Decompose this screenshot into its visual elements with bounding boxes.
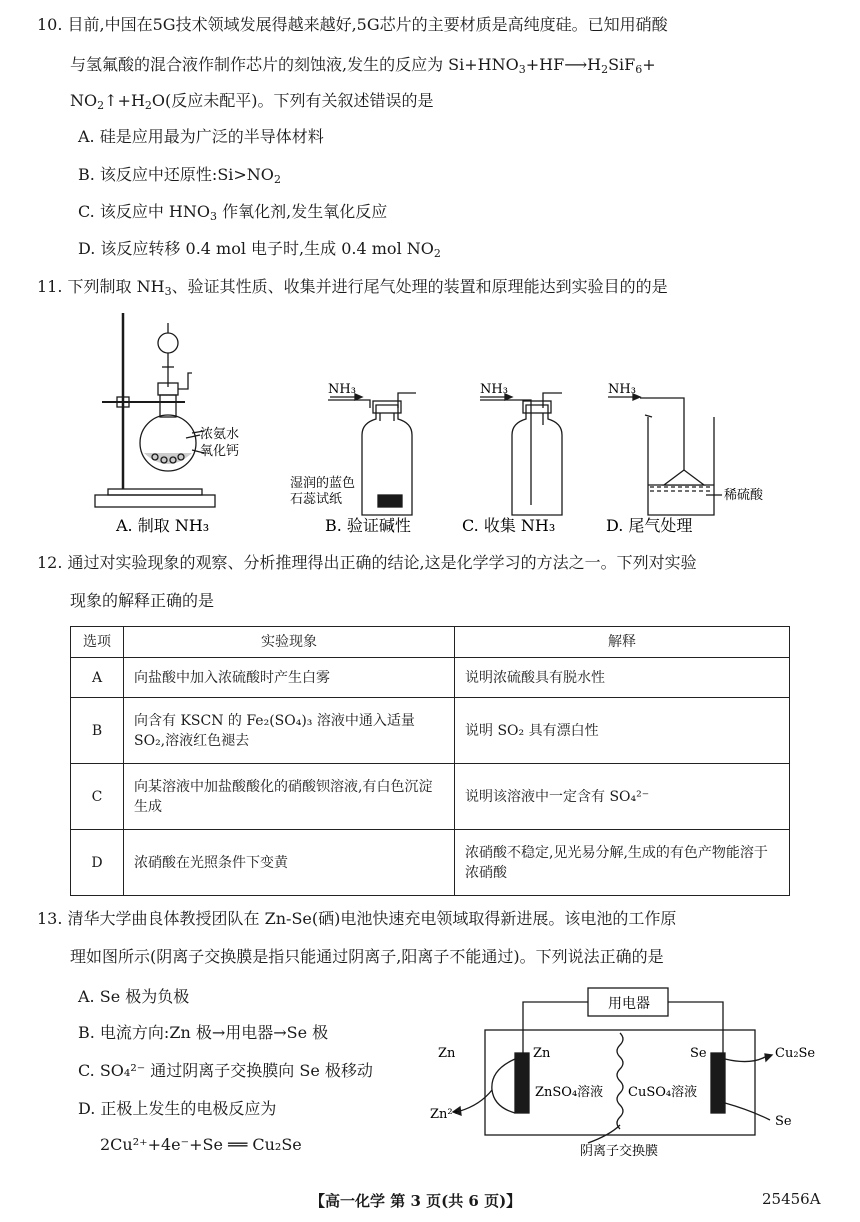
row-option: C (71, 764, 124, 830)
se-inner-label: Se (690, 1046, 707, 1061)
zn-electrode (515, 1053, 529, 1113)
q10-option-b: B. 该反应中还原性$:Si>NO_2$ (78, 165, 281, 186)
table-row (71, 698, 790, 764)
zn-inner-label: Zn (533, 1046, 551, 1061)
caption-a: A. 制取 NH₃ (116, 516, 210, 535)
q13-option-c: C. SO₄²⁻ 通过阴离子交换膜向 Se 极移动 (78, 1061, 373, 1080)
beaker (648, 417, 714, 515)
label-dilute-sulfuric: 稀硫酸 (724, 488, 764, 503)
row-phenomenon: 向某溶液中加盐酸酸化的硝酸钡溶液,有白色沉淀生成 (124, 764, 455, 830)
q13-option-d: D. 正极上发生的电极反应为 (78, 1099, 277, 1118)
q13-line-1: 13. 清华大学曲良体教授团队在 Zn-Se(硒)电池快速充电领域取得新进展。该电池的工作原 (37, 909, 677, 928)
header-phenomenon: 实验现象 (124, 627, 455, 658)
label-nh3-b: NH₃ (328, 382, 356, 397)
q13-equation: 2Cu²⁺+4e⁻+Se ══ Cu₂Se (100, 1135, 302, 1154)
row-option: A (71, 658, 124, 698)
header-option: 选项 (71, 627, 124, 658)
label-litmus-1: 湿润的蓝色 (290, 476, 356, 491)
row-explanation: 说明浓硫酸具有脱水性 (455, 658, 790, 698)
row-phenomenon: 向含有 KSCN 的 Fe₂(SO₄)₃ 溶液中通入适量 SO₂,溶液红色褪去 (124, 698, 455, 764)
stand-base (95, 495, 215, 507)
zn-outer-label: Zn (438, 1046, 456, 1061)
q10-line-1: 10. 目前,中国在5G技术领域发展得越来越好,5G芯片的主要材质是高纯度硅。已知用硝酸 (37, 15, 668, 34)
row-phenomenon: 向盐酸中加入浓硫酸时产生白雾 (124, 658, 455, 698)
q10-line-3: $NO_2↑+H_2O$(反应未配平)。下列有关叙述错误的是 (70, 91, 434, 112)
label-nh3-c: NH₃ (480, 382, 508, 397)
se-electrode (711, 1053, 725, 1113)
se-outer-label: Se (775, 1114, 792, 1129)
footer-code: 25456A (762, 1190, 821, 1208)
table-row (71, 764, 790, 830)
q10-option-d: D. 该反应转移 0.4 mol 电子时,生成 0.4 mol $NO_2$ (78, 239, 441, 260)
q11-apparatus-diagram (80, 305, 800, 540)
q13-option-a: A. Se 极为负极 (78, 987, 190, 1006)
label-conc-ammonia: 浓氨水 (200, 427, 240, 442)
row-phenomenon: 浓硝酸在光照条件下变黄 (124, 830, 455, 896)
gas-bottle-c (512, 405, 562, 515)
device-label: 用电器 (608, 996, 650, 1012)
q13-line-2: 理如图所示(阴离子交换膜是指只能通过阴离子,阳离子不能通过)。下列说法正确的是 (70, 947, 664, 966)
label-nh3-d: NH₃ (608, 382, 636, 397)
q12-table (70, 626, 790, 896)
q10-option-c: C. 该反应中 $HNO_3$ 作氧化剂,发生氧化反应 (78, 202, 388, 223)
row-explanation: 说明该溶液中一定含有 SO₄²⁻ (455, 764, 790, 830)
row-option: D (71, 830, 124, 896)
caption-c: C. 收集 NH₃ (462, 516, 556, 535)
footer-page-info: 【高一化学 第 3 页(共 6 页)】 (310, 1192, 522, 1210)
table-row (71, 658, 790, 698)
row-explanation: 浓硝酸不稳定,见光易分解,生成的有色产物能溶于浓硝酸 (455, 830, 790, 896)
q12-line-1: 12. 通过对实验现象的观察、分析推理得出正确的结论,这是化学学习的方法之一。下列对实验 (37, 553, 697, 572)
caption-d: D. 尾气处理 (606, 516, 693, 535)
header-explanation: 解释 (455, 627, 790, 658)
table-header-row (71, 627, 790, 658)
q10-line-2: 与氢氟酸的混合液作制作芯片的刻蚀液,发生的反应为 $Si+HNO_3+HF⟶H_2SiF_6+$ (70, 55, 656, 76)
row-option: B (71, 698, 124, 764)
q11-title: 11. 下列制取 $NH_3$、验证其性质、收集并进行尾气处理的装置和原理能达到实验目的的是 (37, 277, 668, 298)
zn2-label: Zn²⁺ (430, 1107, 460, 1122)
row-explanation: 说明 SO₂ 具有漂白性 (455, 698, 790, 764)
membrane-label: 阴离子交换膜 (580, 1144, 659, 1159)
anion-exchange-membrane (617, 1033, 623, 1129)
table-row (71, 830, 790, 896)
cuso4-label: CuSO₄溶液 (628, 1085, 698, 1100)
q12-line-2: 现象的解释正确的是 (70, 591, 215, 610)
litmus-paper (378, 495, 402, 507)
znso4-label: ZnSO₄溶液 (535, 1085, 604, 1100)
cu2se-label: Cu₂Se (775, 1046, 816, 1061)
q13-battery-diagram (420, 985, 840, 1160)
q13-option-b: B. 电流方向:Zn 极→用电器→Se 极 (78, 1023, 329, 1042)
caption-b: B. 验证碱性 (325, 516, 411, 535)
label-calcium-oxide: 氧化钙 (200, 444, 240, 459)
q10-option-a: A. 硅是应用最为广泛的半导体材料 (78, 127, 324, 146)
label-litmus-2: 石蕊试纸 (290, 492, 343, 507)
